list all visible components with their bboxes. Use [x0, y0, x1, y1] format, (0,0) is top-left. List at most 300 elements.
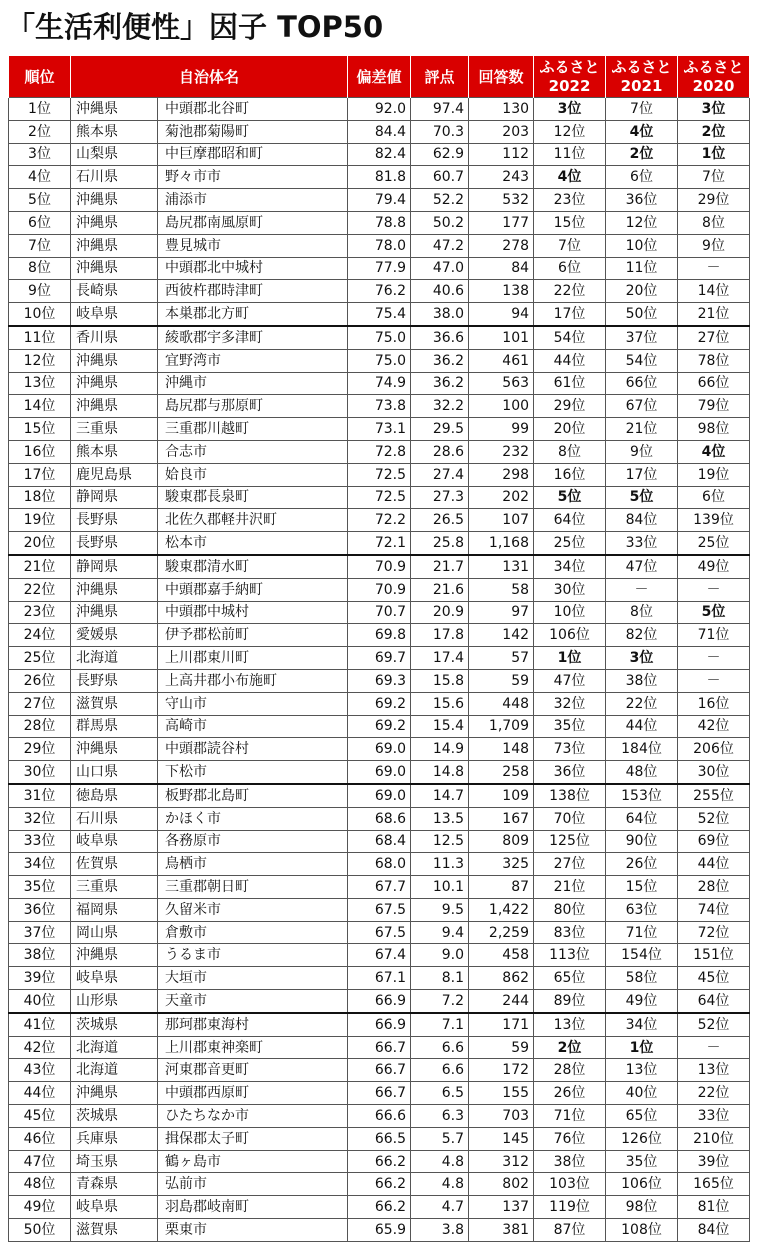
prefecture-cell: 静岡県: [71, 555, 158, 578]
furusato-2022-cell: 25位: [534, 532, 606, 555]
score-cell: 17.4: [411, 647, 469, 670]
furusato-2020-cell: －: [678, 647, 750, 670]
prefecture-cell: 長崎県: [71, 280, 158, 303]
prefecture-cell: 沖縄県: [71, 944, 158, 967]
table-row: [9, 395, 750, 418]
city-cell: 中頭郡西原町: [158, 1082, 348, 1105]
furusato-2020-cell: 42位: [678, 715, 750, 738]
score-cell: 21.6: [411, 578, 469, 601]
city-cell: 揖保郡太子町: [158, 1127, 348, 1150]
rank-cell: 28位: [9, 715, 71, 738]
responses-cell: 131: [469, 555, 534, 578]
deviation-cell: 84.4: [348, 120, 411, 143]
furusato-2021-cell: 37位: [606, 326, 678, 349]
score-cell: 12.5: [411, 830, 469, 853]
prefecture-cell: 兵庫県: [71, 1127, 158, 1150]
city-cell: 高崎市: [158, 715, 348, 738]
furusato-2020-cell: 49位: [678, 555, 750, 578]
responses-cell: 87: [469, 876, 534, 899]
furusato-2021-cell: 20位: [606, 280, 678, 303]
city-cell: 北佐久郡軽井沢町: [158, 509, 348, 532]
table-row: [9, 1036, 750, 1059]
furusato-2020-cell: 52位: [678, 807, 750, 830]
score-cell: 14.7: [411, 784, 469, 807]
city-cell: 松本市: [158, 532, 348, 555]
rank-cell: 34位: [9, 853, 71, 876]
score-cell: 7.1: [411, 1013, 469, 1036]
city-cell: 島尻郡南風原町: [158, 211, 348, 234]
deviation-cell: 66.7: [348, 1059, 411, 1082]
table-row: [9, 853, 750, 876]
furusato-2020-cell: －: [678, 578, 750, 601]
furusato-2020-cell: 25位: [678, 532, 750, 555]
table-row: [9, 830, 750, 853]
deviation-cell: 73.1: [348, 418, 411, 441]
prefecture-cell: 岐阜県: [71, 830, 158, 853]
deviation-cell: 77.9: [348, 257, 411, 280]
city-cell: 大垣市: [158, 967, 348, 990]
furusato-2022-cell: 4位: [534, 166, 606, 189]
score-cell: 9.0: [411, 944, 469, 967]
responses-cell: 172: [469, 1059, 534, 1082]
city-cell: 倉敷市: [158, 921, 348, 944]
city-cell: 天童市: [158, 990, 348, 1013]
city-cell: 弘前市: [158, 1173, 348, 1196]
furusato-2022-cell: 23位: [534, 189, 606, 212]
table-row: [9, 440, 750, 463]
city-cell: 合志市: [158, 440, 348, 463]
furusato-2021-cell: 50位: [606, 303, 678, 326]
rank-cell: 15位: [9, 418, 71, 441]
rank-cell: 2位: [9, 120, 71, 143]
furusato-2020-cell: 78位: [678, 349, 750, 372]
furusato-2021-cell: 82位: [606, 624, 678, 647]
furusato-2020-cell: 151位: [678, 944, 750, 967]
header-furusato-label: ふるさと: [539, 57, 600, 76]
table-row: [9, 1059, 750, 1082]
furusato-2021-cell: 84位: [606, 509, 678, 532]
furusato-2021-cell: 108位: [606, 1219, 678, 1242]
rank-cell: 5位: [9, 189, 71, 212]
furusato-2021-cell: 153位: [606, 784, 678, 807]
score-cell: 11.3: [411, 853, 469, 876]
responses-cell: 148: [469, 738, 534, 761]
furusato-2022-cell: 13位: [534, 1013, 606, 1036]
city-cell: かほく市: [158, 807, 348, 830]
furusato-2022-cell: 27位: [534, 853, 606, 876]
table-row: [9, 1219, 750, 1242]
score-cell: 36.2: [411, 372, 469, 395]
responses-cell: 130: [469, 98, 534, 121]
prefecture-cell: 茨城県: [71, 1013, 158, 1036]
table-header-row: [9, 56, 750, 98]
rank-cell: 48位: [9, 1173, 71, 1196]
deviation-cell: 70.7: [348, 601, 411, 624]
deviation-cell: 92.0: [348, 98, 411, 121]
table-row: [9, 1196, 750, 1219]
responses-cell: 298: [469, 463, 534, 486]
score-cell: 38.0: [411, 303, 469, 326]
furusato-2022-cell: 80位: [534, 898, 606, 921]
table-row: [9, 715, 750, 738]
responses-cell: 532: [469, 189, 534, 212]
city-cell: 駿東郡長泉町: [158, 486, 348, 509]
city-cell: 鳥栖市: [158, 853, 348, 876]
city-cell: ひたちなか市: [158, 1105, 348, 1128]
furusato-2020-cell: 9位: [678, 234, 750, 257]
deviation-cell: 66.2: [348, 1150, 411, 1173]
table-row: [9, 211, 750, 234]
prefecture-cell: 埼玉県: [71, 1150, 158, 1173]
prefecture-cell: 沖縄県: [71, 395, 158, 418]
responses-cell: 171: [469, 1013, 534, 1036]
rank-cell: 45位: [9, 1105, 71, 1128]
furusato-2020-cell: 64位: [678, 990, 750, 1013]
header-furusato-2021: [606, 56, 678, 98]
responses-cell: 109: [469, 784, 534, 807]
table-body: [9, 98, 750, 1242]
city-cell: 沖縄市: [158, 372, 348, 395]
rank-cell: 9位: [9, 280, 71, 303]
furusato-2021-cell: 6位: [606, 166, 678, 189]
furusato-2020-cell: 165位: [678, 1173, 750, 1196]
table-row: [9, 418, 750, 441]
score-cell: 6.6: [411, 1036, 469, 1059]
table-row: [9, 624, 750, 647]
furusato-2020-cell: 74位: [678, 898, 750, 921]
rank-cell: 29位: [9, 738, 71, 761]
furusato-2020-cell: 14位: [678, 280, 750, 303]
responses-cell: 325: [469, 853, 534, 876]
furusato-2020-cell: 69位: [678, 830, 750, 853]
table-row: [9, 761, 750, 784]
prefecture-cell: 鹿児島県: [71, 463, 158, 486]
responses-cell: 145: [469, 1127, 534, 1150]
furusato-2022-cell: 76位: [534, 1127, 606, 1150]
prefecture-cell: 沖縄県: [71, 349, 158, 372]
prefecture-cell: 滋賀県: [71, 692, 158, 715]
furusato-2022-cell: 29位: [534, 395, 606, 418]
furusato-2022-cell: 87位: [534, 1219, 606, 1242]
responses-cell: 202: [469, 486, 534, 509]
score-cell: 36.6: [411, 326, 469, 349]
rank-cell: 47位: [9, 1150, 71, 1173]
deviation-cell: 67.5: [348, 921, 411, 944]
rank-cell: 43位: [9, 1059, 71, 1082]
furusato-2022-cell: 3位: [534, 98, 606, 121]
deviation-cell: 69.8: [348, 624, 411, 647]
city-cell: 河東郡音更町: [158, 1059, 348, 1082]
furusato-2021-cell: 10位: [606, 234, 678, 257]
score-cell: 6.3: [411, 1105, 469, 1128]
prefecture-cell: 熊本県: [71, 440, 158, 463]
furusato-2020-cell: 45位: [678, 967, 750, 990]
furusato-2020-cell: 2位: [678, 120, 750, 143]
prefecture-cell: 長野県: [71, 509, 158, 532]
furusato-2021-cell: 47位: [606, 555, 678, 578]
header-score: 評点: [411, 56, 469, 98]
furusato-2022-cell: 6位: [534, 257, 606, 280]
furusato-2022-cell: 22位: [534, 280, 606, 303]
city-cell: 三重郡川越町: [158, 418, 348, 441]
rank-cell: 35位: [9, 876, 71, 899]
deviation-cell: 81.8: [348, 166, 411, 189]
table-row: [9, 463, 750, 486]
furusato-2021-cell: 54位: [606, 349, 678, 372]
deviation-cell: 79.4: [348, 189, 411, 212]
table-row: [9, 601, 750, 624]
furusato-2022-cell: 10位: [534, 601, 606, 624]
furusato-2020-cell: 1位: [678, 143, 750, 166]
city-cell: 久留米市: [158, 898, 348, 921]
deviation-cell: 67.7: [348, 876, 411, 899]
score-cell: 36.2: [411, 349, 469, 372]
header-rank: 順位: [9, 56, 71, 98]
deviation-cell: 69.0: [348, 761, 411, 784]
prefecture-cell: 徳島県: [71, 784, 158, 807]
responses-cell: 84: [469, 257, 534, 280]
furusato-2020-cell: 39位: [678, 1150, 750, 1173]
table-row: [9, 669, 750, 692]
score-cell: 50.2: [411, 211, 469, 234]
city-cell: 伊予郡松前町: [158, 624, 348, 647]
prefecture-cell: 岡山県: [71, 921, 158, 944]
score-cell: 28.6: [411, 440, 469, 463]
rank-cell: 18位: [9, 486, 71, 509]
responses-cell: 244: [469, 990, 534, 1013]
responses-cell: 97: [469, 601, 534, 624]
furusato-2020-cell: 6位: [678, 486, 750, 509]
score-cell: 47.0: [411, 257, 469, 280]
furusato-2021-cell: 49位: [606, 990, 678, 1013]
rank-cell: 19位: [9, 509, 71, 532]
furusato-2021-cell: 36位: [606, 189, 678, 212]
furusato-2022-cell: 125位: [534, 830, 606, 853]
table-row: [9, 189, 750, 212]
furusato-2021-cell: 184位: [606, 738, 678, 761]
furusato-2020-cell: 98位: [678, 418, 750, 441]
city-cell: 豊見城市: [158, 234, 348, 257]
furusato-2020-cell: －: [678, 1036, 750, 1059]
table-row: [9, 143, 750, 166]
score-cell: 52.2: [411, 189, 469, 212]
furusato-2022-cell: 28位: [534, 1059, 606, 1082]
rank-cell: 4位: [9, 166, 71, 189]
prefecture-cell: 熊本県: [71, 120, 158, 143]
responses-cell: 1,709: [469, 715, 534, 738]
furusato-2021-cell: 90位: [606, 830, 678, 853]
prefecture-cell: 香川県: [71, 326, 158, 349]
responses-cell: 142: [469, 624, 534, 647]
header-year-2021: 2021: [620, 76, 663, 95]
score-cell: 4.7: [411, 1196, 469, 1219]
responses-cell: 112: [469, 143, 534, 166]
prefecture-cell: 沖縄県: [71, 189, 158, 212]
city-cell: 姶良市: [158, 463, 348, 486]
prefecture-cell: 長野県: [71, 532, 158, 555]
table-row: [9, 303, 750, 326]
deviation-cell: 66.7: [348, 1082, 411, 1105]
furusato-2020-cell: 7位: [678, 166, 750, 189]
prefecture-cell: 岐阜県: [71, 967, 158, 990]
deviation-cell: 69.2: [348, 715, 411, 738]
responses-cell: 278: [469, 234, 534, 257]
furusato-2020-cell: －: [678, 257, 750, 280]
furusato-2021-cell: 64位: [606, 807, 678, 830]
city-cell: 中巨摩郡昭和町: [158, 143, 348, 166]
furusato-2021-cell: 13位: [606, 1059, 678, 1082]
deviation-cell: 75.4: [348, 303, 411, 326]
deviation-cell: 74.9: [348, 372, 411, 395]
table-row: [9, 532, 750, 555]
furusato-2020-cell: 30位: [678, 761, 750, 784]
prefecture-cell: 北海道: [71, 1059, 158, 1082]
table-row: [9, 1150, 750, 1173]
prefecture-cell: 沖縄県: [71, 372, 158, 395]
furusato-2021-cell: 9位: [606, 440, 678, 463]
city-cell: 上川郡東川町: [158, 647, 348, 670]
score-cell: 60.7: [411, 166, 469, 189]
deviation-cell: 72.8: [348, 440, 411, 463]
furusato-2021-cell: 3位: [606, 647, 678, 670]
city-cell: 島尻郡与那原町: [158, 395, 348, 418]
deviation-cell: 68.4: [348, 830, 411, 853]
furusato-2020-cell: 16位: [678, 692, 750, 715]
furusato-2021-cell: 22位: [606, 692, 678, 715]
prefecture-cell: 沖縄県: [71, 98, 158, 121]
furusato-2020-cell: 255位: [678, 784, 750, 807]
responses-cell: 167: [469, 807, 534, 830]
table-row: [9, 1105, 750, 1128]
furusato-2020-cell: 72位: [678, 921, 750, 944]
furusato-2022-cell: 83位: [534, 921, 606, 944]
furusato-2020-cell: 206位: [678, 738, 750, 761]
deviation-cell: 66.9: [348, 1013, 411, 1036]
deviation-cell: 72.5: [348, 486, 411, 509]
deviation-cell: 69.3: [348, 669, 411, 692]
rank-cell: 13位: [9, 372, 71, 395]
furusato-2022-cell: 38位: [534, 1150, 606, 1173]
rank-cell: 10位: [9, 303, 71, 326]
furusato-2022-cell: 113位: [534, 944, 606, 967]
rank-cell: 36位: [9, 898, 71, 921]
city-cell: 中頭郡中城村: [158, 601, 348, 624]
page-title: 「生活利便性」因子 TOP50: [6, 10, 384, 44]
deviation-cell: 75.0: [348, 349, 411, 372]
city-cell: 板野郡北島町: [158, 784, 348, 807]
deviation-cell: 67.5: [348, 898, 411, 921]
score-cell: 10.1: [411, 876, 469, 899]
score-cell: 3.8: [411, 1219, 469, 1242]
deviation-cell: 66.2: [348, 1196, 411, 1219]
rank-cell: 27位: [9, 692, 71, 715]
table-row: [9, 898, 750, 921]
prefecture-cell: 沖縄県: [71, 601, 158, 624]
rank-cell: 25位: [9, 647, 71, 670]
rank-cell: 3位: [9, 143, 71, 166]
furusato-2021-cell: 106位: [606, 1173, 678, 1196]
furusato-2021-cell: 8位: [606, 601, 678, 624]
rank-cell: 7位: [9, 234, 71, 257]
furusato-2020-cell: －: [678, 669, 750, 692]
responses-cell: 703: [469, 1105, 534, 1128]
deviation-cell: 75.0: [348, 326, 411, 349]
furusato-2020-cell: 13位: [678, 1059, 750, 1082]
furusato-2022-cell: 103位: [534, 1173, 606, 1196]
prefecture-cell: 岐阜県: [71, 303, 158, 326]
furusato-2021-cell: 58位: [606, 967, 678, 990]
score-cell: 47.2: [411, 234, 469, 257]
responses-cell: 381: [469, 1219, 534, 1242]
rank-cell: 44位: [9, 1082, 71, 1105]
deviation-cell: 72.5: [348, 463, 411, 486]
furusato-2021-cell: 63位: [606, 898, 678, 921]
prefecture-cell: 沖縄県: [71, 234, 158, 257]
header-year-2020: 2020: [692, 76, 735, 95]
furusato-2021-cell: 154位: [606, 944, 678, 967]
table-row: [9, 738, 750, 761]
deviation-cell: 69.2: [348, 692, 411, 715]
rank-cell: 20位: [9, 532, 71, 555]
furusato-2021-cell: 66位: [606, 372, 678, 395]
score-cell: 17.8: [411, 624, 469, 647]
table-row: [9, 257, 750, 280]
header-responses: 回答数: [469, 56, 534, 98]
rank-cell: 23位: [9, 601, 71, 624]
score-cell: 20.9: [411, 601, 469, 624]
city-cell: 下松市: [158, 761, 348, 784]
table-row: [9, 509, 750, 532]
furusato-2022-cell: 11位: [534, 143, 606, 166]
table-row: [9, 1013, 750, 1036]
responses-cell: 809: [469, 830, 534, 853]
header-furusato-label: ふるさと: [683, 57, 744, 76]
prefecture-cell: 沖縄県: [71, 578, 158, 601]
score-cell: 7.2: [411, 990, 469, 1013]
furusato-2020-cell: 8位: [678, 211, 750, 234]
city-cell: うるま市: [158, 944, 348, 967]
city-cell: 西彼杵郡時津町: [158, 280, 348, 303]
rank-cell: 8位: [9, 257, 71, 280]
furusato-2020-cell: 19位: [678, 463, 750, 486]
furusato-2022-cell: 17位: [534, 303, 606, 326]
table-row: [9, 1082, 750, 1105]
rank-cell: 40位: [9, 990, 71, 1013]
furusato-2021-cell: 5位: [606, 486, 678, 509]
responses-cell: 2,259: [469, 921, 534, 944]
rank-cell: 32位: [9, 807, 71, 830]
furusato-2021-cell: 35位: [606, 1150, 678, 1173]
furusato-2021-cell: 26位: [606, 853, 678, 876]
furusato-2022-cell: 12位: [534, 120, 606, 143]
table-row: [9, 876, 750, 899]
table-row: [9, 120, 750, 143]
prefecture-cell: 沖縄県: [71, 211, 158, 234]
responses-cell: 59: [469, 669, 534, 692]
rank-cell: 49位: [9, 1196, 71, 1219]
table-row: [9, 967, 750, 990]
responses-cell: 155: [469, 1082, 534, 1105]
deviation-cell: 70.9: [348, 555, 411, 578]
furusato-2022-cell: 15位: [534, 211, 606, 234]
furusato-2022-cell: 1位: [534, 647, 606, 670]
table-row: [9, 326, 750, 349]
furusato-2020-cell: 28位: [678, 876, 750, 899]
deviation-cell: 68.0: [348, 853, 411, 876]
furusato-2021-cell: 1位: [606, 1036, 678, 1059]
furusato-2022-cell: 16位: [534, 463, 606, 486]
rank-cell: 26位: [9, 669, 71, 692]
